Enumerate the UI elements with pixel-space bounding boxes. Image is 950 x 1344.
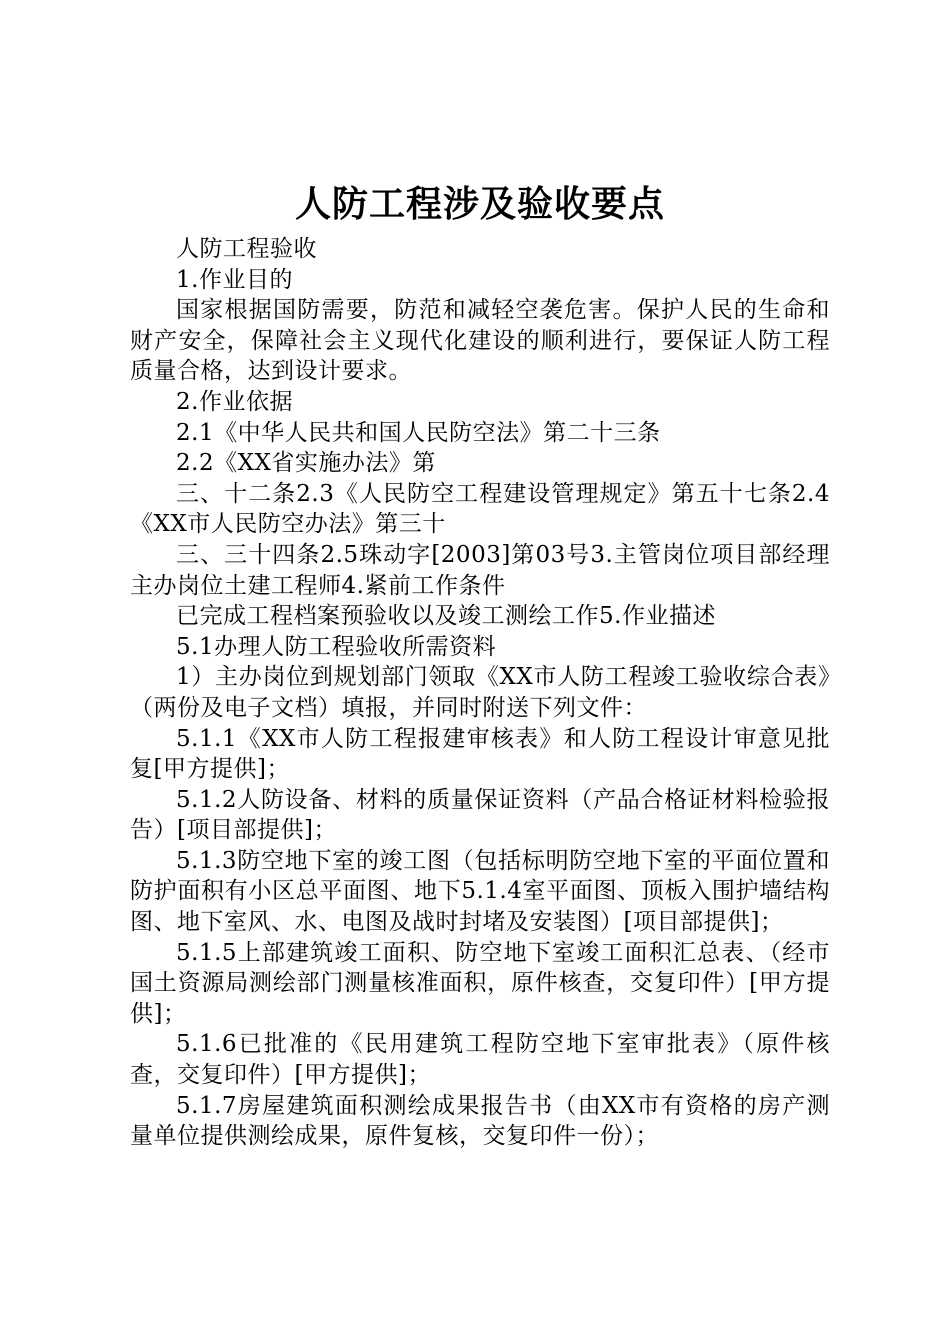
list-item: 5.1.5上部建筑竣工面积、防空地下室竣工面积汇总表、（经市国土资源局测绘部门测量核准面积，原件核查，交复印件）[甲方提供]；: [130, 939, 830, 1027]
section-heading: 2.作业依据: [176, 388, 293, 415]
list-item: 5.1.1《XX市人防工程报建审核表》和人防工程设计审意见批复[甲方提供]；: [130, 725, 830, 783]
section-heading: 人防工程验收: [176, 236, 317, 262]
list-item: 5.1.2人防设备、材料的质量保证资料（产品合格证材料检验报告）[项目部提供]；: [130, 786, 830, 844]
list-item: 5.1.7房屋建筑面积测绘成果报告书（由XX市有资格的房产测量单位提供测绘成果，原件复核，交复印件一份）；: [130, 1092, 830, 1150]
document-body: [130, 234, 830, 1152]
body-paragraph: 三、三十四条2.5珠动字[2003]第03号3.主管岗位项目部经理主办岗位土建工程师4.紧前工作条件: [130, 541, 830, 599]
body-paragraph: 三、十二条2.3《人民防空工程建设管理规定》第五十七条2.4《XX市人民防空办法》第三十: [130, 480, 830, 538]
document-title: 人防工程涉及验收要点: [294, 184, 665, 225]
body-paragraph: 已完成工程档案预验收以及竣工测绘工作5.作业描述: [176, 603, 716, 630]
document-page: [130, 180, 830, 1152]
body-paragraph: 2.2《XX省实施办法》第: [176, 450, 436, 477]
section-heading: 5.1办理人防工程验收所需资料: [176, 633, 497, 660]
body-paragraph: 2.1《中华人民共和国人民防空法》第二十三条: [176, 419, 661, 446]
section-heading: 1.作业目的: [176, 266, 293, 293]
body-paragraph: 国家根据国防需要，防范和减轻空袭危害。保护人民的生命和财产安全，保障社会主义现代化建设的顺利进行，要保证人防工程质量合格，达到设计要求。: [130, 297, 830, 385]
list-item: 5.1.3防空地下室的竣工图（包括标明防空地下室的平面位置和防护面积有小区总平面图、地下5.1.4室平面图、顶板入围护墙结构图、地下室风、水、电图及战时封堵及安装图）[项目部提供]；: [130, 847, 830, 936]
list-item: 5.1.6已批准的《民用建筑工程防空地下室审批表》（原件核查，交复印件）[甲方提供]；: [130, 1031, 830, 1089]
body-paragraph: 1）主办岗位到规划部门领取《XX市人防工程竣工验收综合表》（两份及电子文档）填报，并同时附送下列文件：: [130, 664, 830, 721]
